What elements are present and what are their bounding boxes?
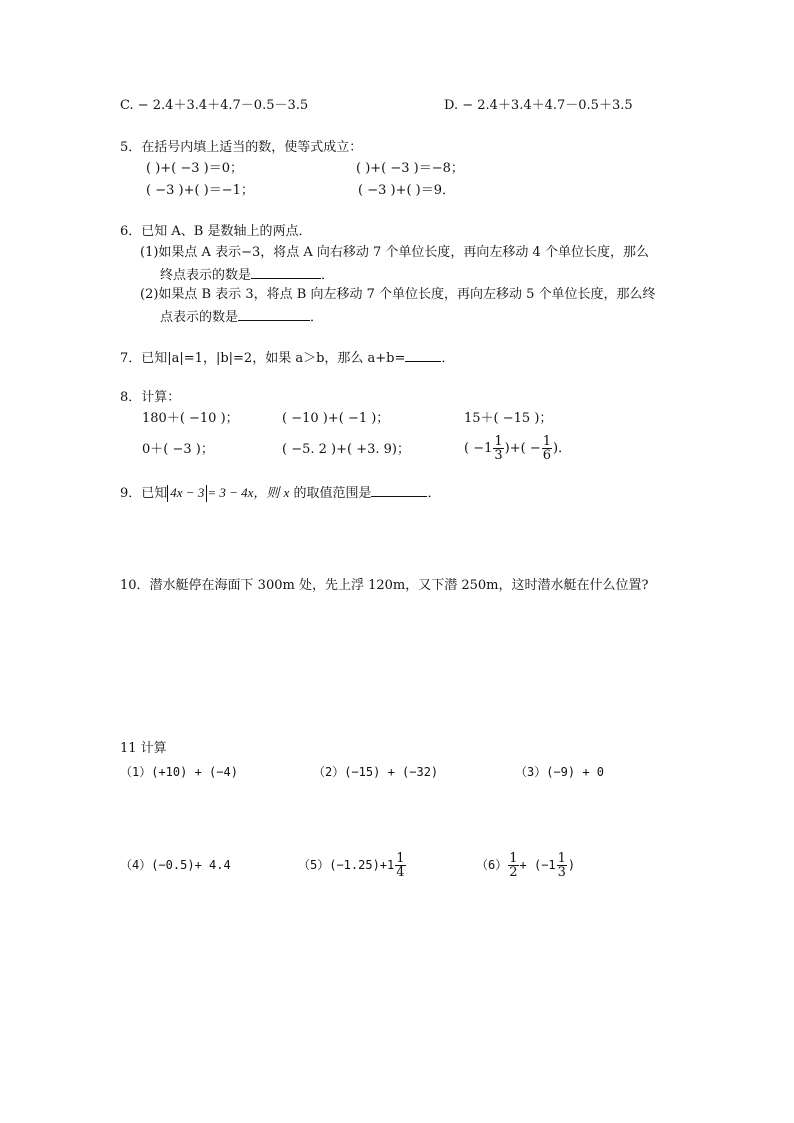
q11-expr-2: （2）(−15) + (−32) bbox=[313, 765, 439, 779]
answer-blank bbox=[238, 308, 310, 321]
q6-part1-line2: 终点表示的数是 ． bbox=[160, 268, 335, 283]
q8-expr-4: 0＋( −3 )； bbox=[142, 442, 214, 457]
q10-text: 10．潜水艇停在海面下 300m 处，先上浮 120m，又下潜 250m，这时潜水艇在什么位置? bbox=[120, 578, 649, 593]
q9-text: 9．已知 4x − 3 = 3 − 4x，则 x 的取值范围是 ． bbox=[120, 485, 441, 501]
answer-blank bbox=[405, 349, 441, 362]
q8-expr-6: ( −1 $\frac{1}{3}$ )+( − $\frac{1}{6}$ )． bbox=[464, 434, 572, 463]
fraction: $\frac{1}{2}$ bbox=[509, 851, 518, 880]
q5-eq-4: ( −3 )+( )＝9． bbox=[358, 183, 456, 198]
q5-eq-3: ( −3 )+( )＝−1； bbox=[146, 183, 254, 198]
fraction: $\frac{1}{3}$ bbox=[494, 434, 503, 463]
absolute-value: 4x − 3 bbox=[167, 485, 207, 502]
fraction: $\frac{1}{6}$ bbox=[542, 434, 551, 463]
q8-title: 8．计算： bbox=[120, 390, 181, 405]
q8-expr-1: 180＋( −10 )； bbox=[142, 411, 239, 426]
q6-part2-line1: (2)如果点 B 表示 3，将点 B 向左移动 7 个单位长度，再向左移动 5 个单位长度，那么终 bbox=[140, 287, 656, 302]
q5-eq-2: ( )+( −3 )＝−8； bbox=[356, 161, 464, 176]
q6-part2-line2: 点表示的数是 ． bbox=[160, 310, 324, 325]
q6-part1-prompt: 终点表示的数是 bbox=[160, 268, 252, 283]
q11-expr-1: （1）(+10) + (−4) bbox=[120, 765, 238, 779]
answer-blank bbox=[371, 484, 427, 497]
fraction: $\frac{1}{4}$ bbox=[396, 851, 405, 880]
q8-expr-5: ( −5. 2 )+( +3. 9)； bbox=[282, 442, 410, 457]
q4-option-c: C. − 2.4＋3.4＋4.7－0.5－3.5 bbox=[120, 98, 309, 113]
q11-title: 11 计算 bbox=[120, 741, 167, 756]
q11-expr-5: （5）(−1.25)+1 $\frac{1}{4}$ bbox=[298, 851, 405, 880]
q8-expr-3: 15＋( −15 )； bbox=[464, 411, 553, 426]
q4-option-d: D. − 2.4＋3.4＋4.7－0.5＋3.5 bbox=[444, 98, 633, 113]
q11-expr-4: （4）(−0.5)+ 4.4 bbox=[120, 858, 231, 872]
q6-part2-prompt: 点表示的数是 bbox=[160, 310, 239, 325]
answer-blank bbox=[251, 266, 321, 279]
q11-expr-6: （6） $\frac{1}{2}$ + (−1 $\frac{1}{3}$ ) bbox=[476, 851, 576, 880]
q6-title: 6．已知 A、B 是数轴上的两点． bbox=[120, 224, 312, 239]
q6-part1-line1: (1)如果点 A 表示−3，将点 A 向右移动 7 个单位长度，再向左移动 4 个单位长度，那么 bbox=[140, 245, 649, 260]
q5-title: 5．在括号内填上适当的数，使等式成立： bbox=[120, 140, 363, 155]
q5-eq-1: ( )+( −3 )＝0； bbox=[146, 161, 244, 176]
q11-expr-3: （3）(−9) + 0 bbox=[515, 765, 605, 779]
fraction: $\frac{1}{3}$ bbox=[557, 851, 566, 880]
q8-expr-2: ( −10 )+( −1 )； bbox=[282, 411, 390, 426]
q7-text: 7．已知|a|=1，|b|=2，如果 a＞b，那么 a+b= ． bbox=[120, 351, 455, 366]
